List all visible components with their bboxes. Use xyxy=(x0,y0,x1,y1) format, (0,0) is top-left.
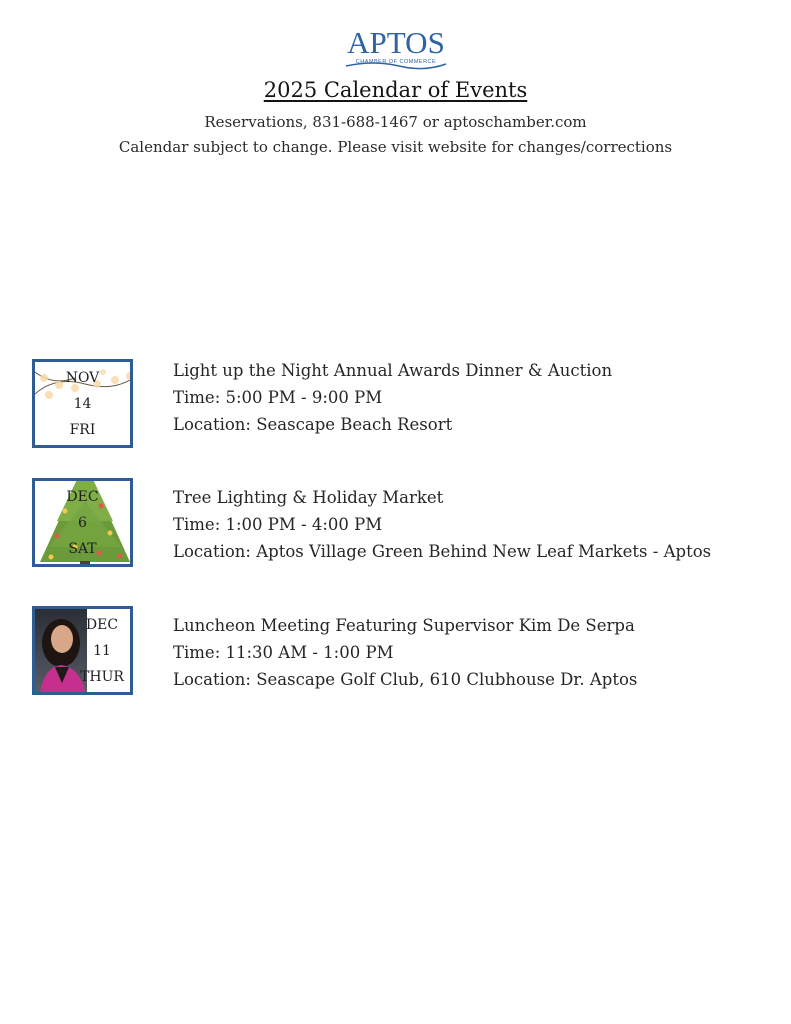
chamber-logo xyxy=(340,25,452,76)
event-time: Time: 5:00 PM - 9:00 PM xyxy=(173,388,383,407)
date-box-event-2 xyxy=(32,478,133,567)
event-location: Location: Seascape Golf Club, 610 Clubhouse Dr. Aptos xyxy=(173,670,638,689)
event-time: Time: 1:00 PM - 4:00 PM xyxy=(173,515,383,534)
page-title: 2025 Calendar of Events xyxy=(263,78,528,102)
event-details-2 xyxy=(173,484,711,565)
date-box-event-1 xyxy=(32,359,133,448)
event-details-1 xyxy=(173,357,612,438)
event-location: Location: Seascape Beach Resort xyxy=(173,415,453,434)
date-day: 6 xyxy=(78,515,87,531)
date-day: 11 xyxy=(93,643,111,659)
event-details-3 xyxy=(173,612,637,693)
date-stack xyxy=(35,365,130,443)
event-time: Time: 11:30 AM - 1:00 PM xyxy=(173,643,394,662)
logo-wave-icon xyxy=(344,58,448,78)
date-weekday: THUR xyxy=(80,669,124,685)
date-weekday: SAT xyxy=(68,541,97,557)
date-month: DEC xyxy=(66,489,99,505)
notice-line: Calendar subject to change. Please visit website for changes/corrections xyxy=(118,138,673,156)
date-month: NOV xyxy=(65,370,100,386)
date-stack xyxy=(35,484,130,562)
date-weekday: FRI xyxy=(69,422,96,438)
date-day: 14 xyxy=(73,396,92,412)
reservations-line: Reservations, 831-688-1467 or aptoschamber.com xyxy=(204,113,587,131)
event-name: Luncheon Meeting Featuring Supervisor Kim De Serpa xyxy=(173,616,635,635)
event-name: Tree Lighting & Holiday Market xyxy=(173,488,444,507)
event-name: Light up the Night Annual Awards Dinner & Auction xyxy=(173,361,613,380)
date-month: DEC xyxy=(85,617,119,633)
event-location: Location: Aptos Village Green Behind New Leaf Markets - Aptos xyxy=(173,542,712,561)
logo-subtitle: CHAMBER OF COMMERCE xyxy=(355,59,437,65)
logo-wordmark: APTOS xyxy=(347,25,445,60)
date-stack xyxy=(71,612,133,690)
date-box-event-3 xyxy=(32,606,133,695)
